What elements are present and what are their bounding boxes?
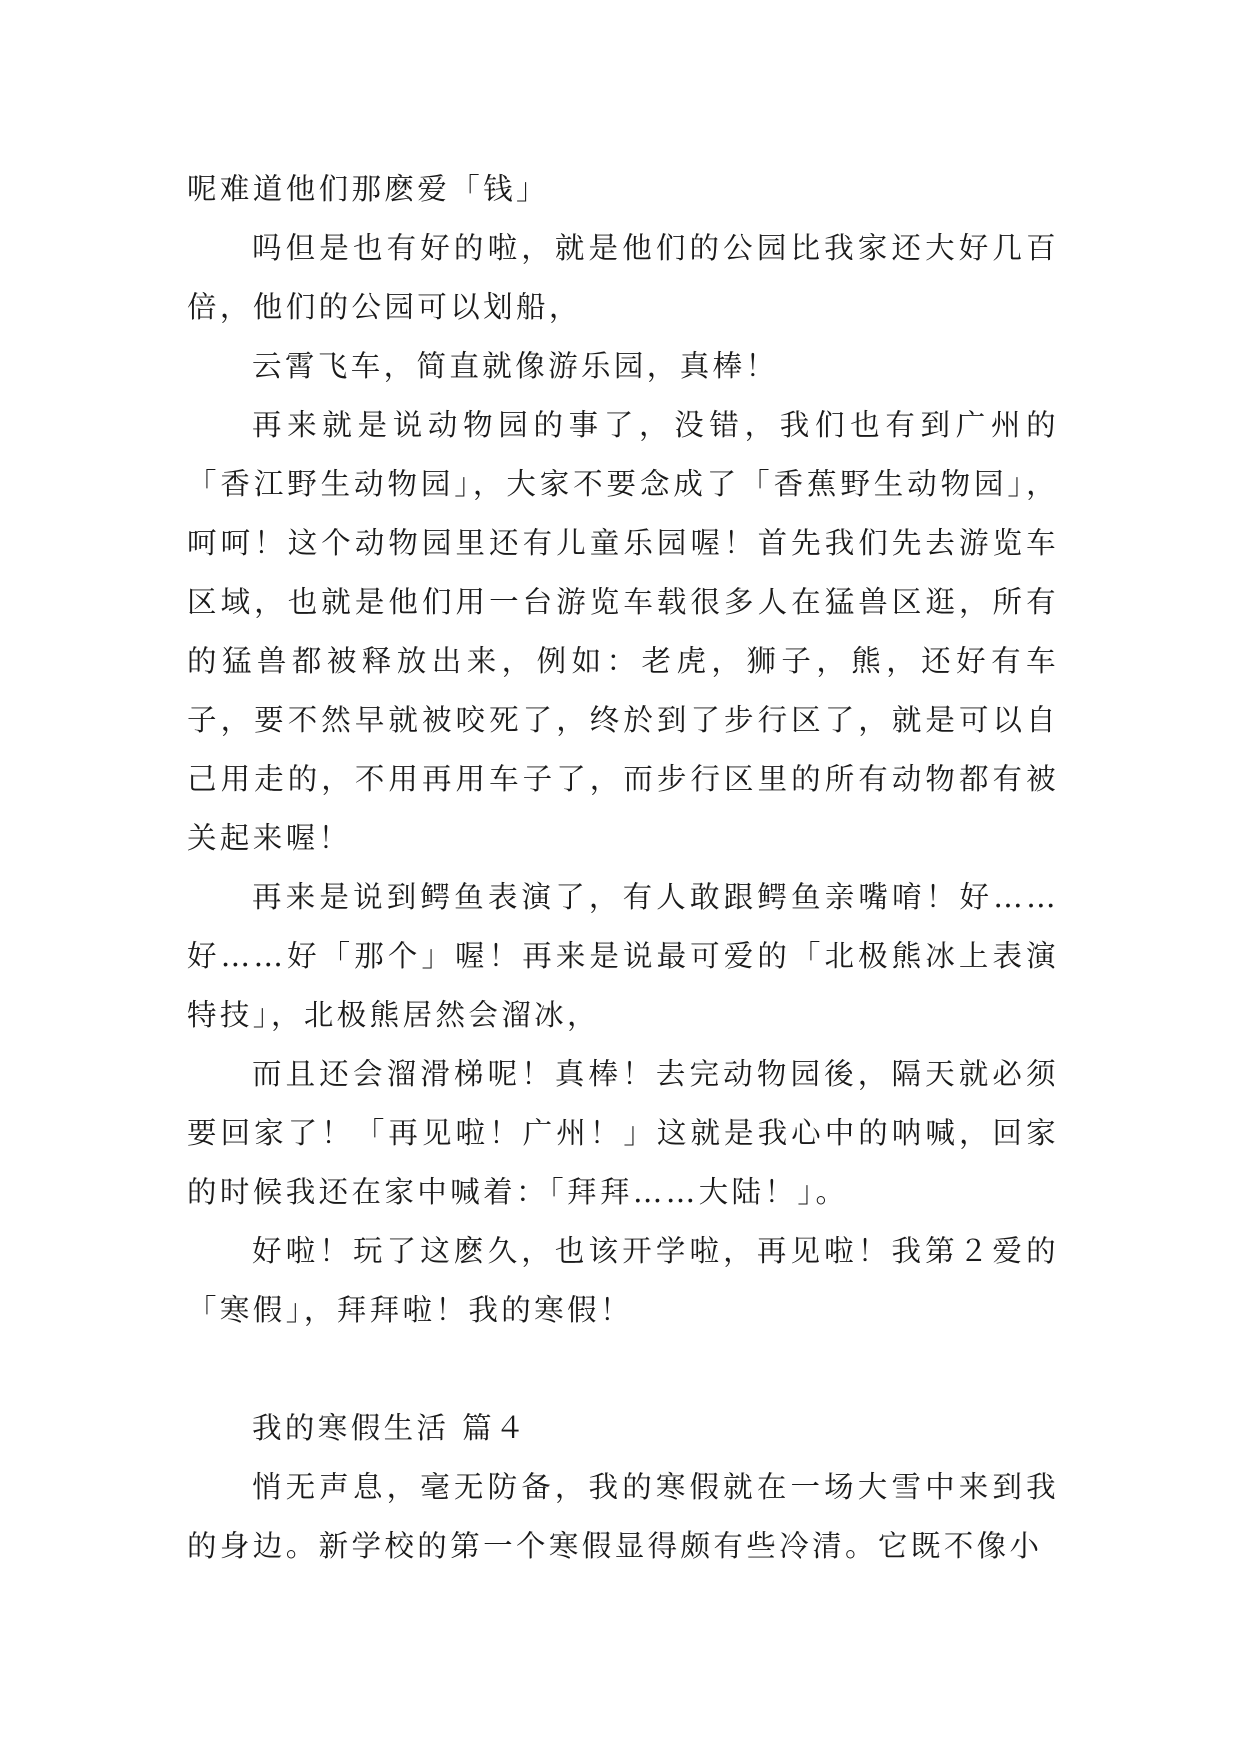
paragraph: 悄无声息，毫无防备，我的寒假就在一场大雪中来到我的身边。新学校的第一个寒假显得颇有些冷清。它既不像小 [187, 1470, 1059, 1563]
paragraph-spacer [187, 1340, 1059, 1399]
paragraph: 吗但是也有好的啦，就是他们的公园比我家还大好几百倍，他们的公园可以划船， [187, 231, 1059, 324]
section-heading: 我的寒假生活 篇４ [252, 1411, 528, 1445]
paragraph: 而且还会溜滑梯呢！真棒！去完动物园後，隔天就必须要回家了！「再见啦！广州！」这就是我心中的呐喊，回家的时候我还在家中喊着：「拜拜……大陆！」。 [187, 1057, 1059, 1209]
document-body [187, 160, 1059, 1576]
paragraph: 好啦！玩了这麽久，也该开学啦，再见啦！我第２爱的「寒假」，拜拜啦！我的寒假！ [187, 1234, 1059, 1327]
paragraph: 再来是说到鳄鱼表演了，有人敢跟鳄鱼亲嘴唷！好……好……好「那个」喔！再来是说最可爱的「北极熊冰上表演特技」，北极熊居然会溜冰， [187, 880, 1059, 1032]
paragraph: 云霄飞车，简直就像游乐园，真棒！ [252, 349, 779, 383]
paragraph: 再来就是说动物园的事了，没错，我们也有到广州的「香江野生动物园」，大家不要念成了「香蕉野生动物园」，呵呵！这个动物园里还有儿童乐园喔！首先我们先去游览车区域，也就是他们用一台游览车载很多人在猛兽区逛，所有的猛兽都被释放出来，例如：老虎，狮子，熊，还好有车子，要不然早就被咬死了，终於到了步行区了，就是可以自己用走的，不用再用车子了，而步行区里的所有动物都有被关起来喔！ [187, 408, 1059, 855]
paragraph: 呢难道他们那麽爱「钱」 [187, 172, 549, 206]
